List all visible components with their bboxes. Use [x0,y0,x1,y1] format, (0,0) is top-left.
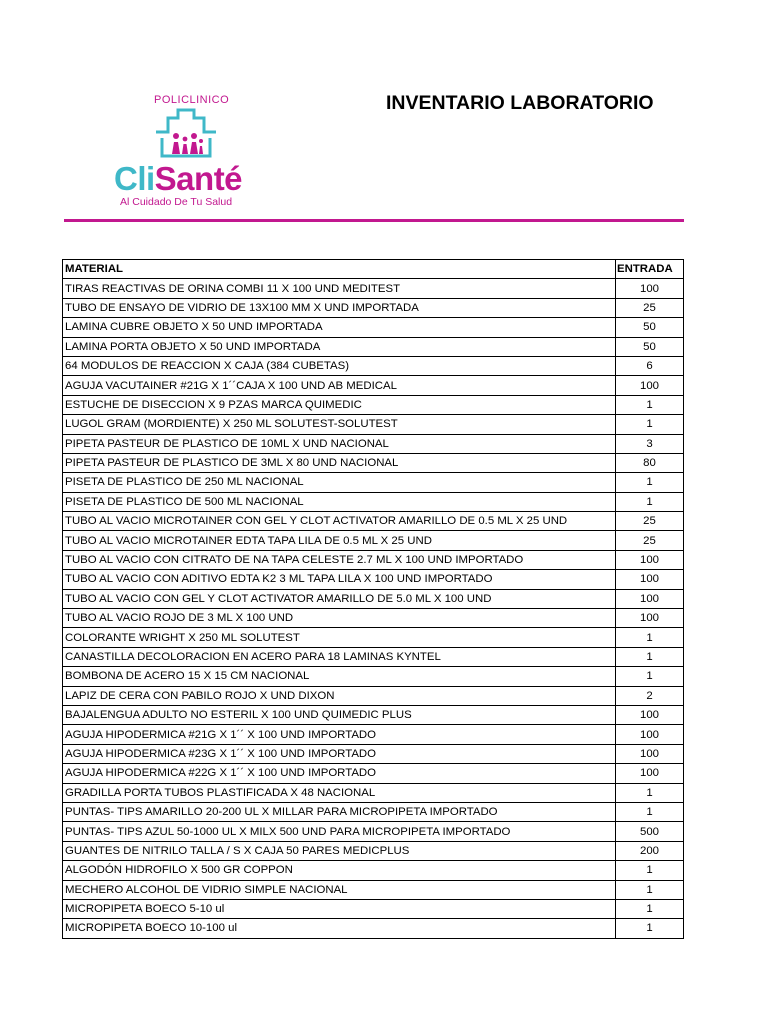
table-row [63,744,684,763]
header-material: MATERIAL [63,260,616,279]
table-row [63,395,684,414]
cell-material: BOMBONA DE ACERO 15 X 15 CM NACIONAL [63,667,616,686]
table-row [63,725,684,744]
header-entrada: ENTRADA [616,260,684,279]
header-divider [64,219,684,222]
cell-entrada: 100 [616,705,684,724]
cell-entrada: 100 [616,570,684,589]
logo-top-text: POLICLINICO [154,94,230,106]
cell-material: TUBO DE ENSAYO DE VIDRIO DE 13X100 MM X UND IMPORTADA [63,298,616,317]
cell-material: TUBO AL VACIO CON CITRATO DE NA TAPA CELESTE 2.7 ML X 100 UND IMPORTADO [63,550,616,569]
house-cross-family-icon [154,108,218,160]
cell-material: AGUJA HIPODERMICA #21G X 1´´ X 100 UND IMPORTADO [63,725,616,744]
table-row [63,337,684,356]
cell-entrada: 25 [616,298,684,317]
cell-entrada: 1 [616,647,684,666]
table-row [63,531,684,550]
cell-entrada: 1 [616,473,684,492]
table-row [63,628,684,647]
table-row [63,647,684,666]
clinic-logo [110,88,280,218]
cell-entrada: 100 [616,744,684,763]
cell-entrada: 2 [616,686,684,705]
cell-material: LUGOL GRAM (MORDIENTE) X 250 ML SOLUTEST-SOLUTEST [63,415,616,434]
cell-material: ESTUCHE DE DISECCION X 9 PZAS MARCA QUIMEDIC [63,395,616,414]
logo-name-part2: Santé [154,160,243,197]
cell-material: AGUJA HIPODERMICA #23G X 1´´ X 100 UND IMPORTADO [63,744,616,763]
table-row [63,434,684,453]
cell-material: PUNTAS- TIPS AMARILLO 20-200 UL X MILLAR PARA MICROPIPETA IMPORTADO [63,802,616,821]
cell-material: TUBO AL VACIO CON GEL Y CLOT ACTIVATOR AMARILLO DE 5.0 ML X 100 UND [63,589,616,608]
cell-entrada: 200 [616,841,684,860]
table-row [63,705,684,724]
cell-entrada: 1 [616,628,684,647]
cell-entrada: 6 [616,356,684,375]
cell-entrada: 1 [616,880,684,899]
cell-entrada: 25 [616,512,684,531]
table-row [63,298,684,317]
cell-material: TUBO AL VACIO ROJO DE 3 ML X 100 UND [63,609,616,628]
cell-entrada: 1 [616,861,684,880]
table-row [63,318,684,337]
cell-material: AGUJA VACUTAINER #21G X 1´´CAJA X 100 UND AB MEDICAL [63,376,616,395]
cell-entrada: 1 [616,919,684,938]
cell-material: PIPETA PASTEUR DE PLASTICO DE 10ML X UND NACIONAL [63,434,616,453]
inventory-table-body [63,279,684,938]
cell-material: LAPIZ DE CERA CON PABILO ROJO X UND DIXON [63,686,616,705]
table-row [63,473,684,492]
table-row [63,589,684,608]
cell-entrada: 50 [616,318,684,337]
cell-entrada: 1 [616,492,684,511]
cell-entrada: 80 [616,453,684,472]
cell-entrada: 100 [616,279,684,298]
table-row [63,861,684,880]
table-row [63,512,684,531]
cell-material: LAMINA CUBRE OBJETO X 50 UND IMPORTADA [63,318,616,337]
table-row [63,764,684,783]
cell-material: TUBO AL VACIO CON ADITIVO EDTA K2 3 ML TAPA LILA X 100 UND IMPORTADO [63,570,616,589]
cell-entrada: 100 [616,609,684,628]
table-row [63,376,684,395]
cell-material: MECHERO ALCOHOL DE VIDRIO SIMPLE NACIONAL [63,880,616,899]
cell-material: MICROPIPETA BOECO 10-100 ul [63,919,616,938]
table-row [63,822,684,841]
table-row [63,880,684,899]
logo-tagline: Al Cuidado De Tu Salud [120,196,233,208]
table-row [63,899,684,918]
table-row [63,919,684,938]
document-title: INVENTARIO LABORATORIO [386,92,654,114]
inventory-table [62,259,684,939]
table-header-row [63,260,684,279]
cell-entrada: 100 [616,550,684,569]
cell-material: LAMINA PORTA OBJETO X 50 UND IMPORTADA [63,337,616,356]
cell-entrada: 100 [616,376,684,395]
cell-entrada: 100 [616,725,684,744]
cell-entrada: 500 [616,822,684,841]
cell-entrada: 1 [616,415,684,434]
table-row [63,802,684,821]
cell-entrada: 25 [616,531,684,550]
cell-entrada: 100 [616,764,684,783]
logo-name [114,160,242,198]
cell-material: AGUJA HIPODERMICA #22G X 1´´ X 100 UND IMPORTADO [63,764,616,783]
table-row [63,570,684,589]
table-row [63,492,684,511]
cell-entrada: 100 [616,589,684,608]
cell-entrada: 1 [616,899,684,918]
logo-name-part1: Cli [114,160,155,197]
cell-material: PISETA DE PLASTICO DE 250 ML NACIONAL [63,473,616,492]
cell-material: PUNTAS- TIPS AZUL 50-1000 UL X MILX 500 UND PARA MICROPIPETA IMPORTADO [63,822,616,841]
cell-material: GRADILLA PORTA TUBOS PLASTIFICADA X 48 NACIONAL [63,783,616,802]
table-row [63,783,684,802]
cell-material: GUANTES DE NITRILO TALLA / S X CAJA 50 PARES MEDICPLUS [63,841,616,860]
cell-entrada: 50 [616,337,684,356]
cell-material: BAJALENGUA ADULTO NO ESTERIL X 100 UND QUIMEDIC PLUS [63,705,616,724]
cell-material: PIPETA PASTEUR DE PLASTICO DE 3ML X 80 UND NACIONAL [63,453,616,472]
cell-material: TUBO AL VACIO MICROTAINER EDTA TAPA LILA DE 0.5 ML X 25 UND [63,531,616,550]
cell-entrada: 1 [616,783,684,802]
cell-material: 64 MODULOS DE REACCION X CAJA (384 CUBETAS) [63,356,616,375]
cell-material: COLORANTE WRIGHT X 250 ML SOLUTEST [63,628,616,647]
table-row [63,550,684,569]
cell-material: TIRAS REACTIVAS DE ORINA COMBI 11 X 100 UND MEDITEST [63,279,616,298]
cell-entrada: 1 [616,395,684,414]
cell-entrada: 3 [616,434,684,453]
cell-material: PISETA DE PLASTICO DE 500 ML NACIONAL [63,492,616,511]
cell-entrada: 1 [616,667,684,686]
table-row [63,667,684,686]
table-row [63,453,684,472]
cell-material: ALGODÓN HIDROFILO X 500 GR COPPON [63,861,616,880]
table-row [63,609,684,628]
table-row [63,686,684,705]
table-row [63,356,684,375]
table-row [63,279,684,298]
cell-material: MICROPIPETA BOECO 5-10 ul [63,899,616,918]
cell-entrada: 1 [616,802,684,821]
cell-material: TUBO AL VACIO MICROTAINER CON GEL Y CLOT ACTIVATOR AMARILLO DE 0.5 ML X 25 UND [63,512,616,531]
table-row [63,415,684,434]
table-row [63,841,684,860]
cell-material: CANASTILLA DECOLORACION EN ACERO PARA 18 LAMINAS KYNTEL [63,647,616,666]
